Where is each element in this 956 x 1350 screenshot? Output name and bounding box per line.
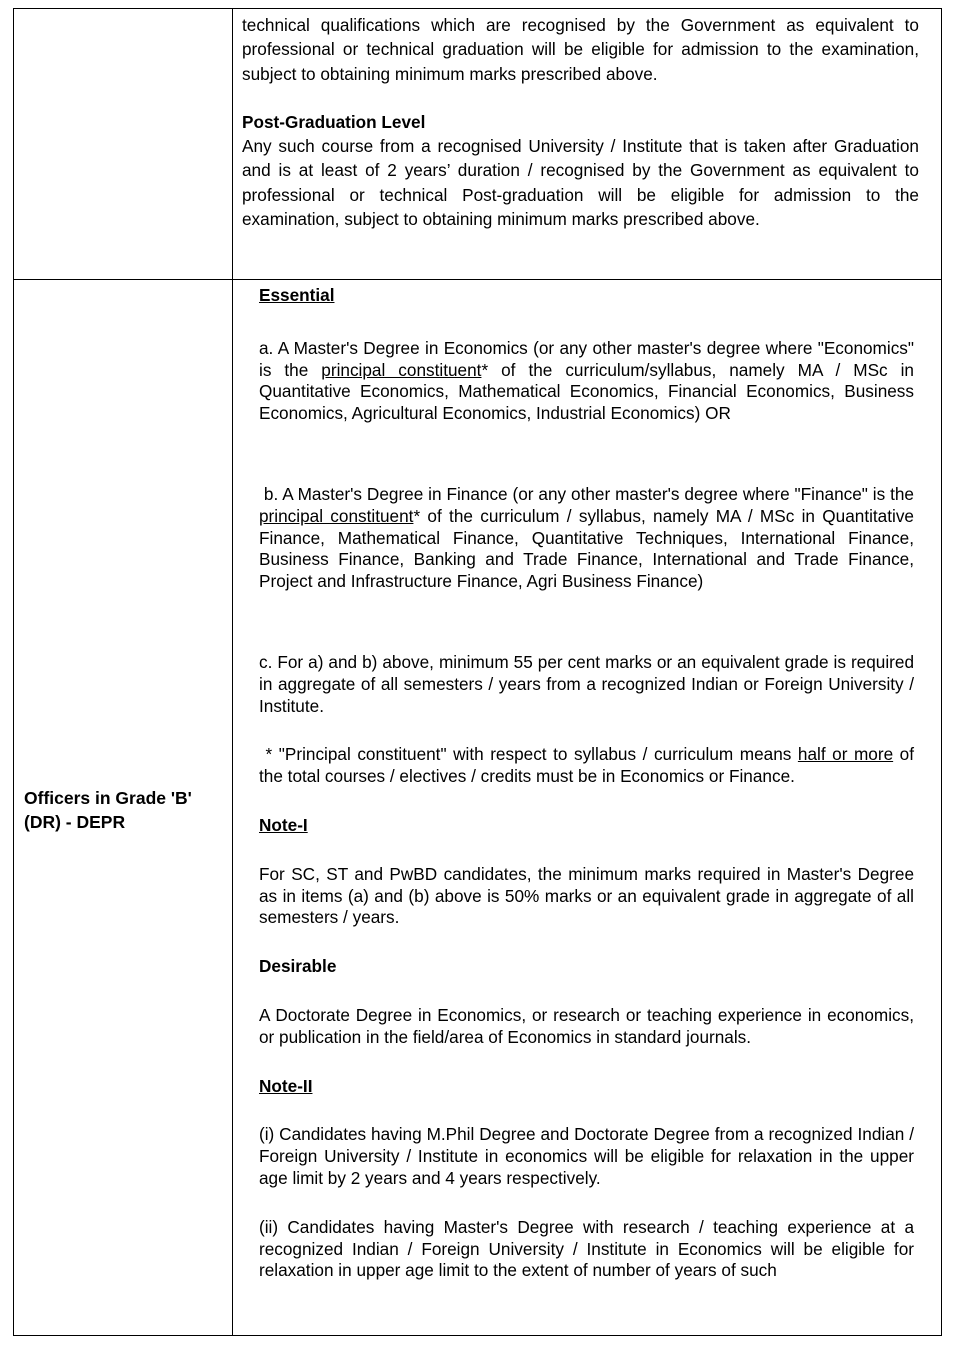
intro-text: technical qualifications which are recognised by the Government as equivalent to professional or technical graduation will be eligible for admission to the examination, subject to obtaining minimum marks prescribed above.: [242, 15, 919, 84]
desirable-heading: Desirable: [259, 956, 337, 977]
item-a: a. A Master's Degree in Economics (or any other master's degree where "Economics" is the principal constituent* of the curriculum/syllabus, namely MA / MSc in Quantitative Economics, Mathematical Economics, Financial Economics, Business Economics, Agricultural Economics, Industrial Economics) OR: [259, 337, 914, 424]
note2-item-ii: (ii) Candidates having Master's Degree with research / teaching experience at a recognized Indian / Foreign University / Institute in Economics will be eligible for relaxation in upper age limit to the extent of number of years of such: [259, 1216, 914, 1281]
eligibility-table: [13, 8, 942, 1336]
post-cell-empty: [14, 9, 233, 280]
qualification-cell-depr: [233, 280, 942, 1336]
post-graduation-heading: Post-Graduation Level: [242, 111, 426, 132]
essential-heading: Essential: [259, 285, 335, 305]
note2-heading: Note-II: [259, 1075, 313, 1096]
post-cell: [14, 280, 233, 1336]
table-row-graduation: [14, 9, 942, 280]
desirable-text: A Doctorate Degree in Economics, or research or teaching experience in economics, or publication in the field/area of Economics in standard journals.: [259, 1004, 914, 1047]
note2-item-i: (i) Candidates having M.Phil Degree and Doctorate Degree from a recognized Indian / Foreign University / Institute in economics will be eligible for relaxation in the upper age limit by 2 years and 4 years respectively.: [259, 1124, 914, 1188]
item-b: b. A Master's Degree in Finance (or any other master's degree where "Finance" is the principal constituent* of the curriculum / syllabus, namely MA / MSc in Quantitative Finance, Mathematical Finance, Quantitative Techniques, International Finance, Business Finance, Banking and Trade Finance, International and Trade Finance, Project and Infrastructure Finance, Agri Business Finance): [259, 483, 914, 592]
item-c: c. For a) and b) above, minimum 55 per cent marks or an equivalent grade is required in aggregate of all semesters / years from a recognized Indian or Foreign University / Institute.: [259, 651, 914, 716]
post-title: Officers in Grade 'B' (DR) - DEPR: [24, 788, 192, 832]
note1-heading: Note-I: [259, 814, 308, 835]
table-row-depr: [14, 280, 942, 1336]
qualification-cell: [233, 9, 942, 280]
note1-text: For SC, ST and PwBD candidates, the minimum marks required in Master's Degree as in items (a) and (b) above is 50% marks or an equivalent grade in aggregate of all semesters / years.: [259, 863, 914, 928]
principal-constituent-note: * "Principal constituent" with respect to syllabus / curriculum means half or more of the total courses / electives / credits must be in Economics or Finance.: [259, 744, 915, 787]
post-graduation-text: Any such course from a recognised University / Institute that is taken after Graduation and is at least of 2 years’ duration / recognised by the Government as equivalent to professional or technical Post-graduation will be eligible for admission to the examination, subject to obtaining minimum marks prescribed above.: [242, 136, 919, 230]
